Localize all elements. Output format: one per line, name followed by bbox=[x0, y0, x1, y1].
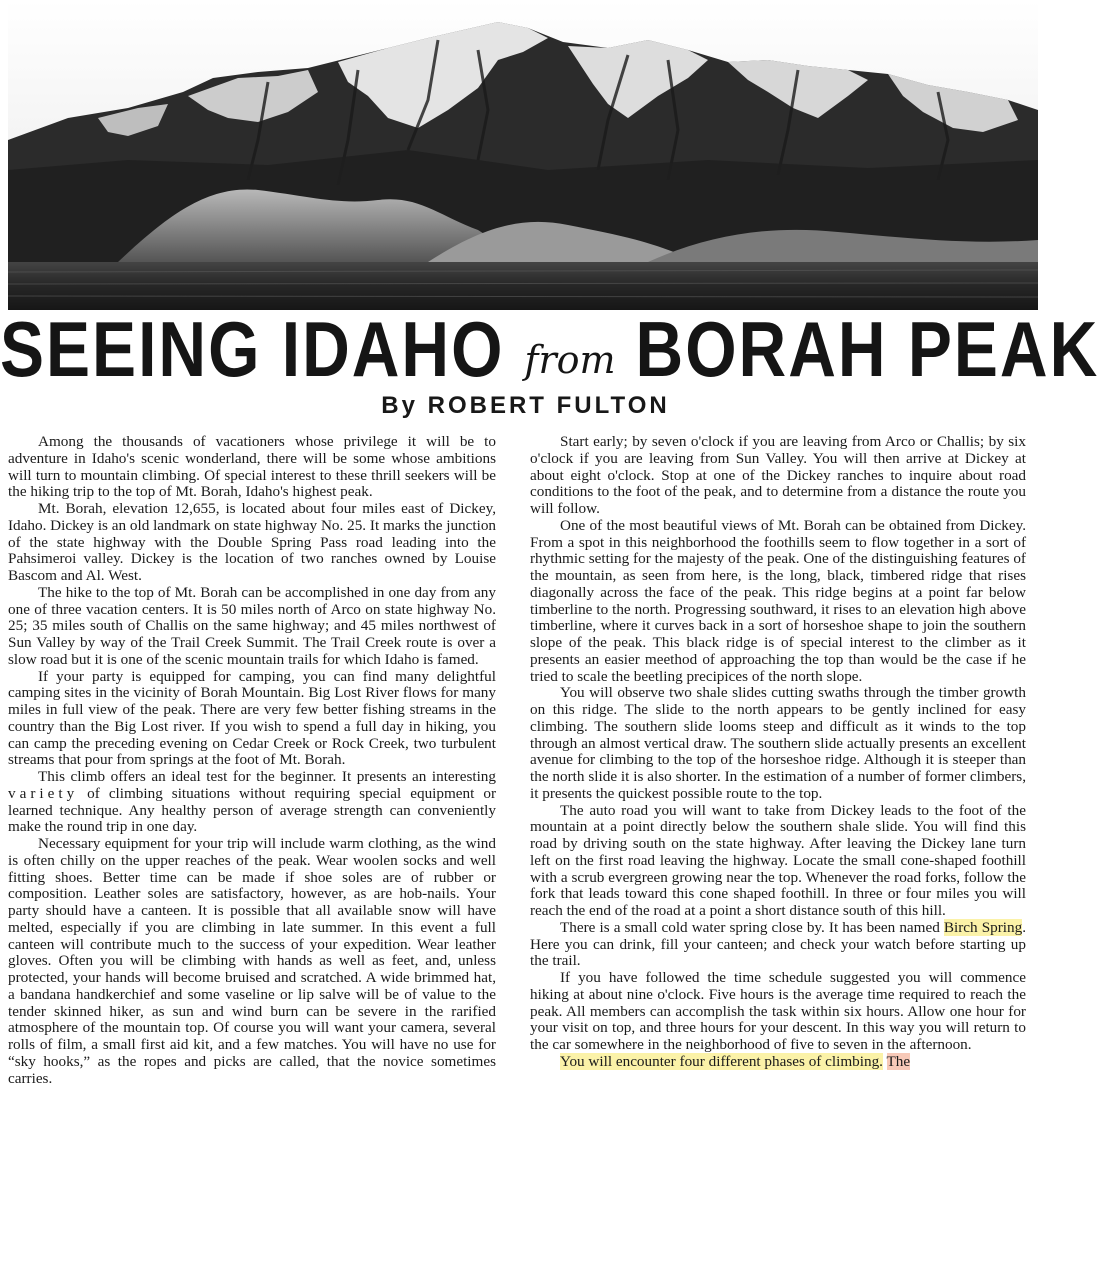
right-column bbox=[530, 434, 1026, 1071]
title-connector: from bbox=[524, 338, 616, 382]
highlighted-text: You will encounter four different phases of climbing. bbox=[560, 1052, 883, 1070]
paragraph: One of the most beautiful views of Mt. Borah can be obtained from Dickey. From a spot in this neighborhood the foothills seem to flow together in a sort of rhythmic setting for the majesty of the peak. One of the distinguishing features of the mountain, as seen from here, is the long, black, timbered ridge that rises diagonally across the face of the peak. This ridge begins at a point far below timberline to the north. Progressing southward, it rises to an elevation high above timberline, where it curves back in a sort of horseshoe shape to join the southern slope of the peak. This black ridge is of special interest to the climber as it presents an easier meethod of approaching the top than would be the case if he tried to scale the beetling precipices of the north slope. bbox=[530, 516, 1026, 685]
byline: By ROBERT FULTON bbox=[381, 392, 670, 419]
paragraph: Start early; by seven o'clock if you are leaving from Arco or Challis; by six o'clock if you are leaving from Sun Valley. You will then arrive at Dickey at about eight o'clock. Stop at one of the Dickey ranches to inquire about road conditions to the foot of the peak, and to determine from a distance the route you will follow. bbox=[530, 433, 1026, 517]
text-run: This climb offers an ideal test for the beginner. It presents an interesting bbox=[38, 768, 496, 785]
text-run: There is a small cold water spring close by. It has been named bbox=[560, 918, 940, 936]
spaced-word: variety bbox=[8, 784, 79, 802]
paragraph: The auto road you will want to take from Dickey leads to the foot of the mountain at a point directly below the southern shale slide. You will find this road by driving south on the state highway. After leaving the Dickey lane turn left on the first road leaving the highway. Locate the small cone-shaped foothill with a scrub evergreen growing near the top. Whenever the road forks, follow the fork that leads toward this cone shaped foothill. In three or four miles you will reach the end of the road at a point a short distance south of this hill. bbox=[530, 801, 1026, 919]
paragraph: The hike to the top of Mt. Borah can be accomplished in one day from any one of three vacation centers. It is 50 miles north of Arco on state highway No. 25; 35 miles south of Challis on the same highway; and 45 miles northwest of Sun Valley by way of the Trail Creek Summit. The Trail Creek route is over a slow road but it is one of the scenic mountain trails for which Idaho is famed. bbox=[8, 583, 496, 668]
paragraph bbox=[8, 769, 496, 836]
paragraph: Mt. Borah, elevation 12,655, is located about four miles east of Dickey, Idaho. Dickey is an old landmark on state highway No. 25. It marks the junction of the state highway with the Double Spring Pass road leading into the Pahsimeroi valley. Dickey is the location of two ranches owned by Louise Bascom and Al. West. bbox=[8, 500, 497, 584]
paragraph: If your party is equipped for camping, you can find many delightful camping sites in the vicinity of Borah Mountain. Big Lost River flows for many miles in full view of the peak. There are very few better fishing streams in the country than the Big Lost river. If you wish to spend a full day in hiking, you can camp the preceding evening on Cedar Creek or Rock Creek, two turbulent streams that pour from springs at the foot of Mt. Borah. bbox=[8, 667, 496, 769]
paragraph: Necessary equipment for your trip will include warm clothing, as the wind is often chilly on the upper reaches of the peak. Wear woolen socks and well fitting shoes. Better time can be made if shoe soles are of rubber or composition. Leather soles are satisfactory, however, as are hob-nails. Your party should have a canteen. It is possible that all available snow will have melted, especially if you are climbing in late summer. In this event a full canteen will contribute much to the success of your expedition. Wear leather gloves. Often you will be climbing with hands as well as feet, and, unless protected, your hands will become bruised and scratched. A wide brimmed hat, a bandana handkerchief and some vaseline or lip salve will be of value to the tender skinned hiker, as sun and wind burn can be severe in the rarified atmosphere of the mountain top. Of course you will want your camera, several rolls of film, a small first aid kit, and a few matches. You will have no use for “sky hooks,” as the ropes and picks are called, that the novice sometimes carries. bbox=[8, 835, 496, 1087]
mountain-photo bbox=[8, 0, 1038, 310]
highlighted-text: Birch Spring bbox=[943, 918, 1023, 936]
title-part-1: SEEING IDAHO bbox=[0, 304, 505, 393]
paragraph: If you have followed the time schedule suggested you will commence hiking at about nine o'clock. Five hours is the average time required to reach the peak. All members can accomplish the task within six hours. Allow one hour for your visit on top, and three hours for your descent. In this way you will return to the car somewhere in the neighborhood of five to seven in the afternoon. bbox=[530, 969, 1026, 1053]
text-run: of climbing situations without requiring special equipment or learned technique. Any healthy person of average strength can conveniently make the round trip in one day. bbox=[8, 784, 497, 836]
paragraph: You will observe two shale slides cutting swaths through the timber growth on this ridge. The slide to the north appears to be gently inclined for easy climbing. The southern slide looms steep and difficult as it winds to the top through an almost vertical draw. The southern slide actually presents an excellent avenue for climbing to the top of the horseshoe ridge. Although it is steeper than the north slide it is also shorter. In the estimation of a number of former climbers, it presents the quickest possible route to the top. bbox=[530, 684, 1026, 802]
text-run: . Here you can drink, fill your canteen; and check your watch before starting up the trail. bbox=[530, 918, 1027, 970]
paragraph bbox=[530, 920, 1026, 970]
mountain-photo-image bbox=[8, 0, 1038, 310]
left-column bbox=[8, 434, 496, 1087]
paragraph: Among the thousands of vacationers whose privilege it will be to adventure in Idaho's scenic wonderland, there will be some whose ambitions will turn to mountain climbing. Of special interest to these thrill seekers will be the hiking trip to the top of Mt. Borah, Idaho's highest peak. bbox=[8, 433, 496, 501]
title-part-2: BORAH PEAK bbox=[635, 304, 1099, 393]
article-title bbox=[0, 304, 1099, 400]
highlighted-text: The bbox=[886, 1052, 911, 1070]
paragraph bbox=[530, 1054, 1026, 1071]
